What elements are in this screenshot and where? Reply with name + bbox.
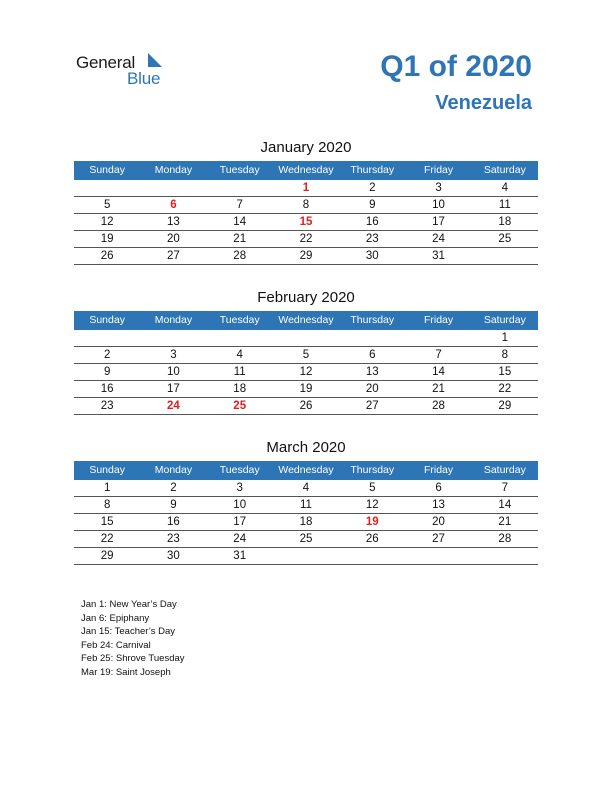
- day-cell: 10: [167, 366, 180, 378]
- day-cell: 26: [100, 250, 114, 262]
- day-cell: 29: [498, 400, 512, 412]
- weekday-label: Sunday: [89, 164, 125, 176]
- day-cell: 30: [167, 550, 180, 562]
- week-row: [74, 548, 538, 565]
- day-cell: 6: [435, 482, 442, 494]
- day-cell: 25: [498, 233, 512, 245]
- day-cell: 3: [435, 182, 442, 194]
- day-cell: 21: [233, 233, 247, 245]
- day-cell: [273, 548, 339, 564]
- day-cell: 14: [432, 366, 445, 378]
- day-cell: 27: [432, 533, 445, 545]
- day-cell: 15: [100, 516, 114, 528]
- day-cell: 23: [365, 233, 379, 245]
- day-cell: 13: [365, 366, 379, 378]
- day-cell: 6: [369, 349, 376, 361]
- logo-word-blue: Blue: [127, 69, 161, 88]
- day-cell: 12: [299, 366, 313, 378]
- weekday-header-row: [74, 461, 538, 480]
- weekday-label: Thursday: [350, 314, 395, 326]
- day-cell: 13: [167, 216, 180, 228]
- day-cell: 16: [365, 216, 379, 228]
- week-row: [74, 514, 538, 531]
- day-cell: 20: [365, 383, 379, 395]
- day-cell: [140, 330, 206, 346]
- weekday-label: Sunday: [89, 464, 125, 476]
- day-cell: 22: [100, 533, 114, 545]
- day-cell: [472, 548, 538, 564]
- day-cell: 23: [167, 533, 180, 545]
- day-cell: 4: [236, 349, 243, 361]
- week-row: [74, 381, 538, 398]
- holiday-day-cell: 19: [365, 516, 379, 528]
- day-cell: 11: [233, 366, 246, 378]
- day-cell: 24: [432, 233, 445, 245]
- weekday-label: Friday: [423, 164, 454, 176]
- logo-triangle-icon: [148, 53, 162, 67]
- week-row: [74, 364, 538, 381]
- day-cell: [339, 548, 405, 564]
- day-cell: [405, 548, 471, 564]
- day-cell: 8: [501, 349, 509, 361]
- week-row: [74, 347, 538, 364]
- country-name: Venezuela: [435, 92, 532, 114]
- holiday-day-cell: 1: [302, 182, 310, 194]
- day-cell: 14: [498, 499, 512, 511]
- weekday-label: Wednesday: [278, 164, 334, 176]
- day-cell: [405, 330, 471, 346]
- day-cell: 2: [170, 482, 177, 494]
- day-cell: [207, 330, 273, 346]
- weekday-label: Friday: [423, 464, 454, 476]
- weekday-label: Friday: [423, 314, 454, 326]
- day-cell: 26: [299, 400, 313, 412]
- weekday-label: Sunday: [89, 314, 125, 326]
- holiday-day-cell: 25: [233, 400, 247, 412]
- day-cell: 12: [365, 499, 379, 511]
- day-cell: 17: [233, 516, 247, 528]
- week-row: [74, 248, 538, 265]
- day-cell: [273, 330, 339, 346]
- week-row: [74, 197, 538, 214]
- day-cell: 7: [236, 199, 243, 211]
- day-cell: 31: [432, 250, 445, 262]
- day-cell: 2: [103, 349, 111, 361]
- day-cell: 21: [432, 383, 445, 395]
- day-cell: 23: [100, 400, 114, 412]
- general-blue-logo: [76, 52, 176, 92]
- day-cell: [339, 330, 405, 346]
- day-cell: 16: [100, 383, 114, 395]
- day-cell: [472, 248, 538, 264]
- holiday-note: Jan 1: New Year’s Day: [81, 599, 177, 610]
- day-cell: 14: [233, 216, 247, 228]
- day-cell: 18: [498, 216, 512, 228]
- day-cell: 7: [501, 482, 509, 494]
- week-row: [74, 531, 538, 548]
- day-cell: 10: [432, 199, 445, 211]
- day-cell: [207, 180, 273, 196]
- day-cell: 10: [233, 499, 247, 511]
- month-title: January 2020: [260, 139, 352, 156]
- week-row: [74, 398, 538, 415]
- month-march: [74, 437, 538, 565]
- weekday-header-row: [74, 161, 538, 180]
- day-cell: 5: [103, 199, 111, 211]
- week-row: [74, 214, 538, 231]
- weekday-label: Tuesday: [219, 164, 260, 176]
- day-cell: 3: [170, 349, 177, 361]
- day-cell: 8: [302, 199, 310, 211]
- day-cell: 2: [369, 182, 376, 194]
- day-cell: 1: [501, 332, 509, 344]
- day-cell: 1: [103, 482, 111, 494]
- day-cell: 9: [103, 366, 111, 378]
- day-cell: [74, 180, 140, 196]
- day-cell: 22: [498, 383, 512, 395]
- weekday-label: Tuesday: [219, 464, 260, 476]
- month-title: February 2020: [257, 289, 355, 306]
- weekday-label: Tuesday: [219, 314, 260, 326]
- week-row: [74, 330, 538, 347]
- day-cell: 28: [432, 400, 445, 412]
- day-cell: 29: [299, 250, 313, 262]
- day-cell: 31: [233, 550, 247, 562]
- day-cell: 18: [233, 383, 247, 395]
- month-february: [74, 287, 538, 415]
- day-cell: 28: [498, 533, 512, 545]
- day-cell: 12: [100, 216, 114, 228]
- week-row: [74, 497, 538, 514]
- day-cell: 28: [233, 250, 247, 262]
- week-row: [74, 180, 538, 197]
- day-cell: 21: [498, 516, 512, 528]
- day-cell: 11: [300, 499, 312, 511]
- weekday-label: Monday: [154, 314, 193, 326]
- day-cell: 18: [299, 516, 313, 528]
- day-cell: 24: [233, 533, 247, 545]
- day-cell: 5: [302, 349, 310, 361]
- day-cell: 17: [432, 216, 445, 228]
- day-cell: 13: [432, 499, 445, 511]
- weekday-label: Thursday: [350, 164, 395, 176]
- month-title: March 2020: [266, 439, 346, 456]
- weekday-header-row: [74, 311, 538, 330]
- day-cell: 15: [498, 366, 512, 378]
- day-cell: 4: [501, 182, 509, 194]
- day-cell: 19: [100, 233, 114, 245]
- day-cell: [74, 330, 140, 346]
- day-cell: 20: [167, 233, 180, 245]
- day-cell: 25: [299, 533, 313, 545]
- month-january: [74, 137, 538, 265]
- holiday-note: Jan 15: Teacher’s Day: [81, 626, 176, 637]
- weekday-label: Thursday: [350, 464, 395, 476]
- weekday-label: Monday: [154, 464, 193, 476]
- holiday-note: Mar 19: Saint Joseph: [81, 666, 171, 678]
- week-row: [74, 231, 538, 248]
- weekday-label: Saturday: [483, 464, 526, 476]
- weekday-label: Saturday: [483, 164, 526, 176]
- holiday-day-cell: 6: [170, 199, 177, 211]
- weekday-label: Monday: [154, 164, 193, 176]
- day-cell: 30: [365, 250, 379, 262]
- day-cell: 5: [369, 482, 376, 494]
- weekday-label: Saturday: [483, 314, 526, 326]
- holiday-day-cell: 24: [167, 400, 180, 412]
- day-cell: 4: [302, 482, 310, 494]
- page-title: Q1 of 2020: [380, 50, 532, 83]
- day-cell: 9: [170, 499, 177, 511]
- holiday-note: Jan 6: Epiphany: [81, 612, 150, 624]
- logo-word-general: General: [76, 53, 136, 72]
- day-cell: 26: [365, 533, 379, 545]
- day-cell: 20: [432, 516, 445, 528]
- day-cell: 8: [103, 499, 111, 511]
- week-row: [74, 480, 538, 497]
- day-cell: 29: [100, 550, 114, 562]
- holiday-note: Feb 25: Shrove Tuesday: [81, 653, 185, 664]
- day-cell: 3: [236, 482, 243, 494]
- day-cell: 27: [167, 250, 180, 262]
- day-cell: 7: [435, 349, 442, 361]
- weekday-label: Wednesday: [278, 314, 334, 326]
- holiday-list: [81, 598, 185, 679]
- day-cell: 19: [299, 383, 313, 395]
- day-cell: 17: [167, 383, 180, 395]
- day-cell: [140, 180, 206, 196]
- holiday-day-cell: 15: [299, 216, 313, 228]
- day-cell: 9: [369, 199, 376, 211]
- holiday-note: Feb 24: Carnival: [81, 639, 151, 651]
- day-cell: 11: [498, 199, 511, 211]
- day-cell: 16: [167, 516, 180, 528]
- weekday-label: Wednesday: [278, 464, 334, 476]
- day-cell: 22: [299, 233, 313, 245]
- day-cell: 27: [365, 400, 379, 412]
